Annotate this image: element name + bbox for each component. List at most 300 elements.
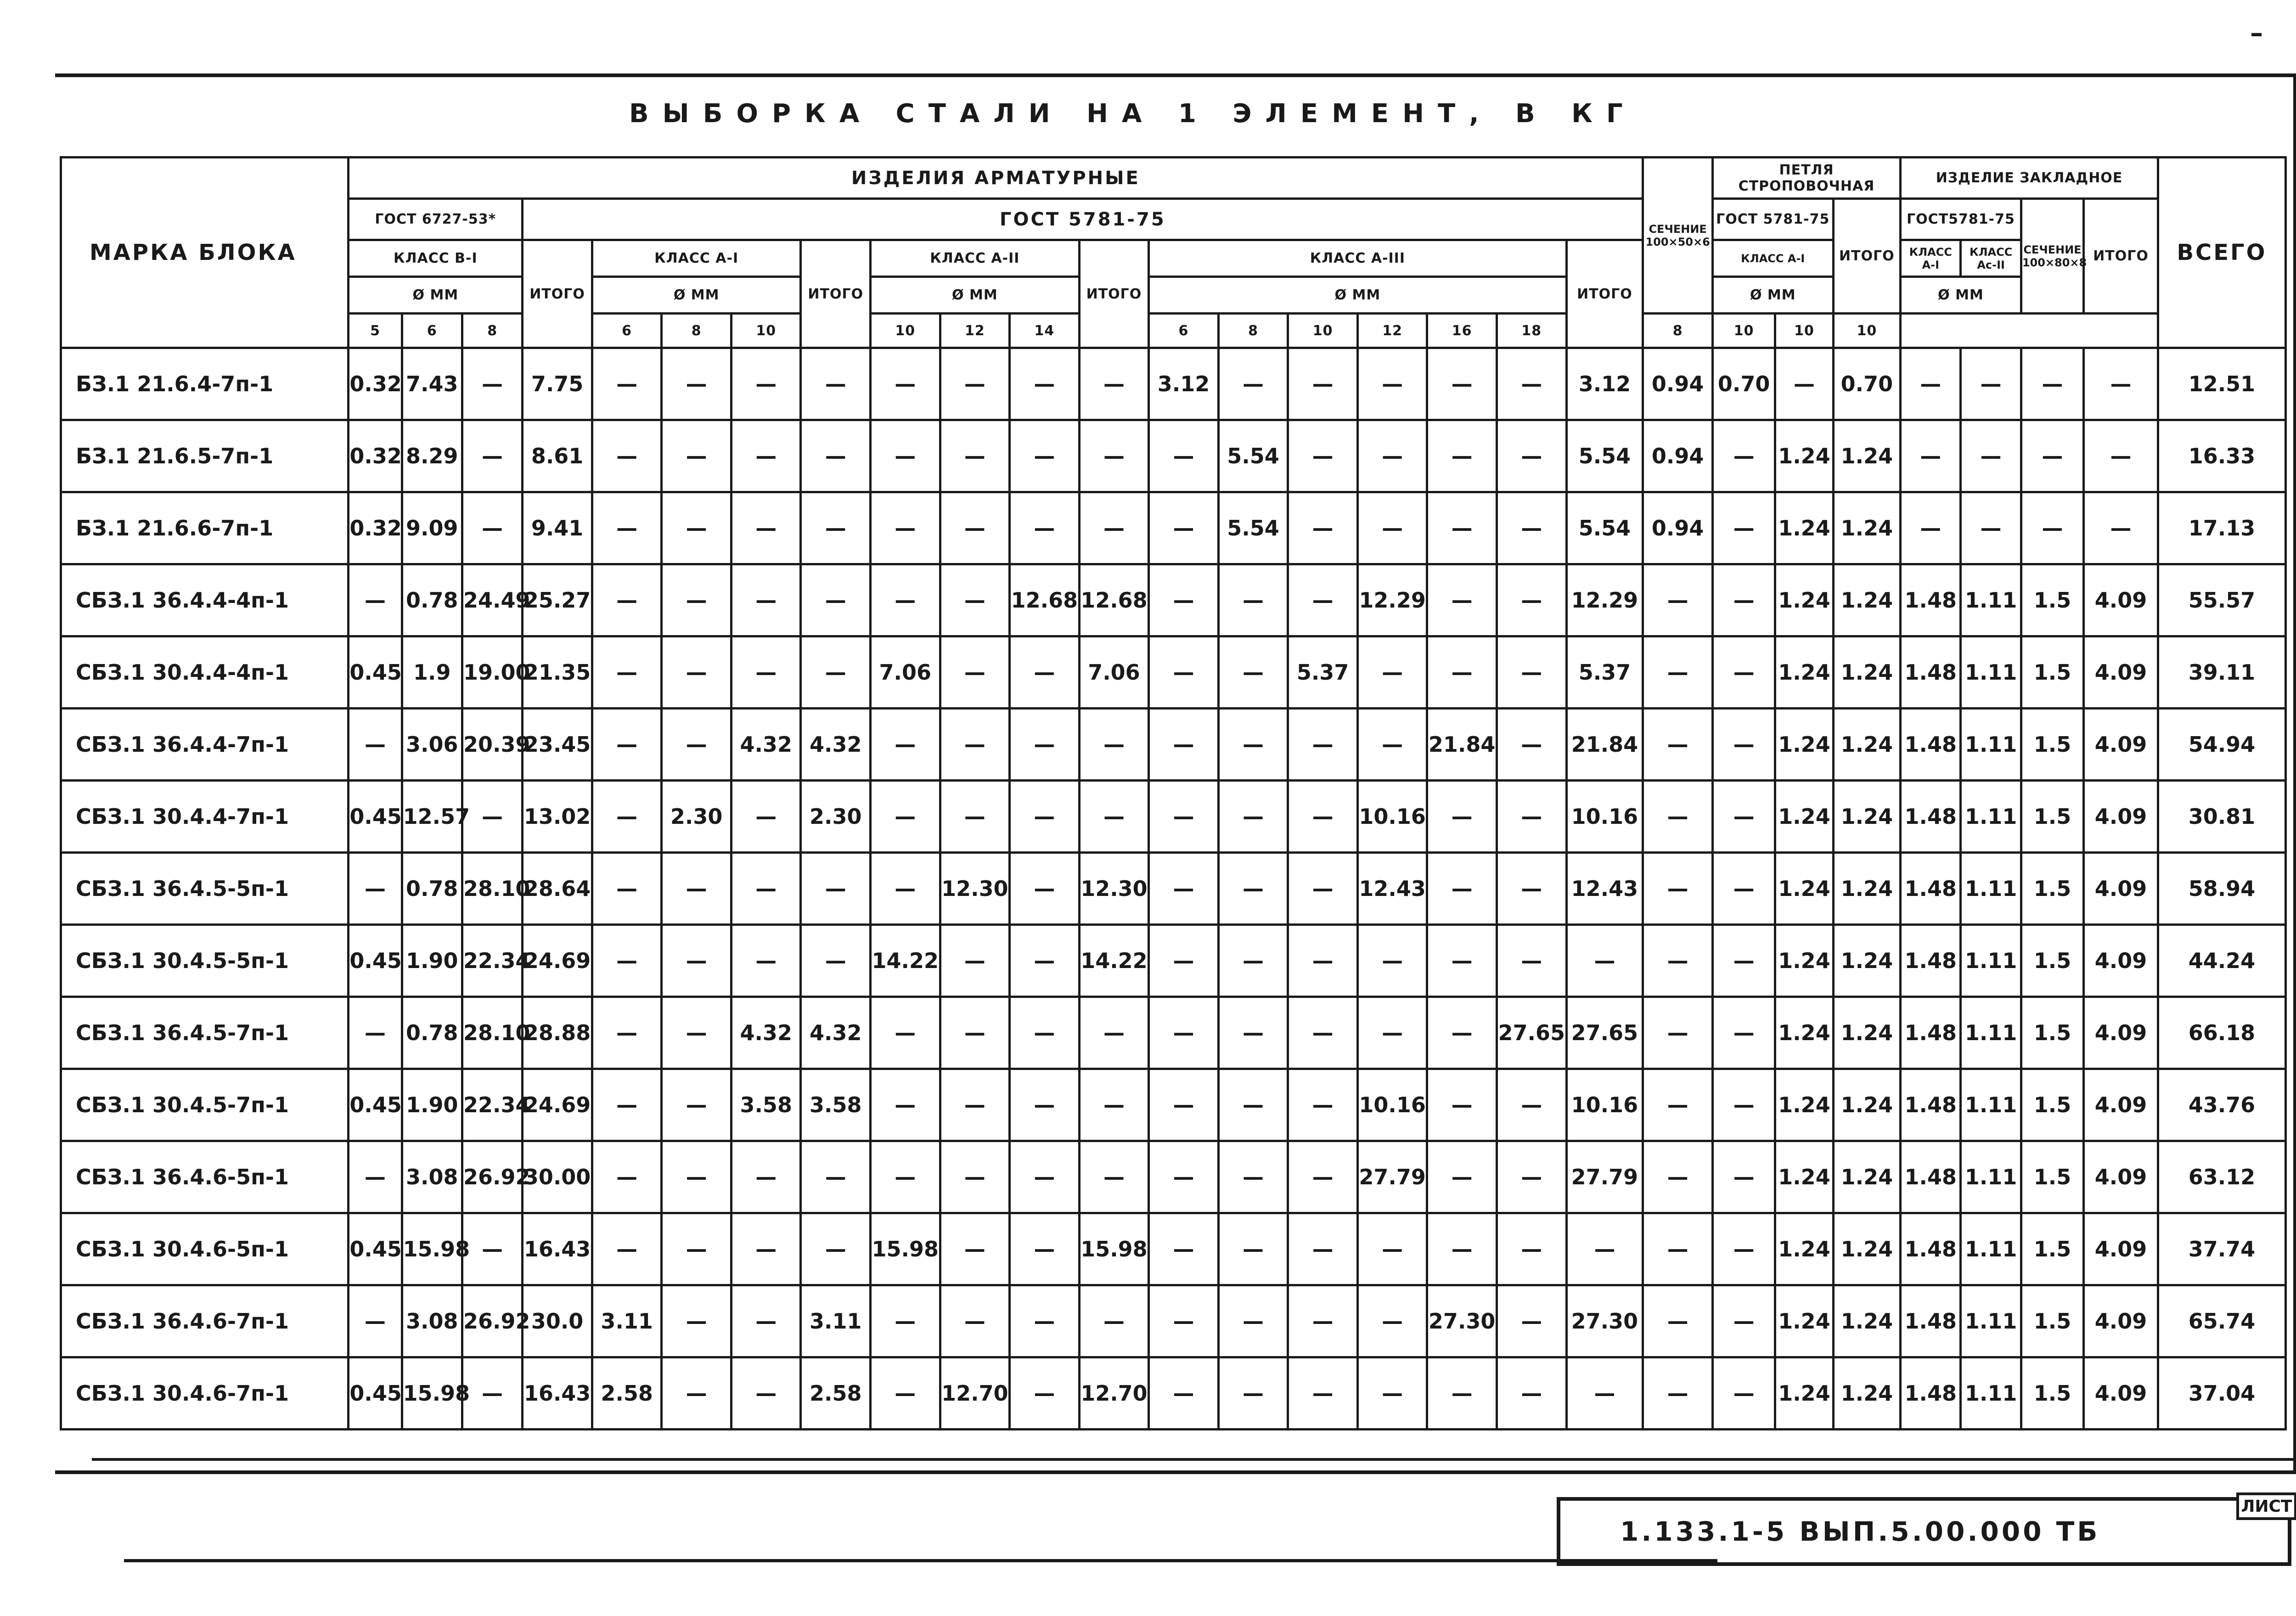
value-cell: — — [1149, 709, 1219, 781]
table-row — [61, 1141, 2286, 1213]
value-cell: — — [1218, 348, 1288, 420]
table-row — [61, 1069, 2286, 1141]
value-cell: — — [592, 492, 662, 564]
value-cell: — — [1357, 1285, 1427, 1357]
value-cell: — — [1712, 1141, 1775, 1213]
value-cell: — — [1218, 1069, 1288, 1141]
value-cell: 1.5 — [2021, 781, 2083, 853]
value-cell: — — [1427, 925, 1497, 997]
value-cell: — — [1961, 348, 2021, 420]
value-cell: — — [462, 781, 522, 853]
value-cell: — — [1427, 997, 1497, 1069]
value-cell: 10.16 — [1566, 781, 1643, 853]
value-cell: 4.09 — [2084, 1213, 2158, 1285]
value-cell: 21.35 — [523, 636, 592, 709]
a1-itogo-header: ИТОГО — [801, 240, 871, 348]
value-cell: 26.92 — [462, 1285, 522, 1357]
value-cell: — — [1357, 997, 1427, 1069]
value-cell: — — [1497, 492, 1566, 564]
value-cell: — — [871, 997, 940, 1069]
value-cell: — — [731, 420, 801, 492]
value-cell: 4.09 — [2084, 636, 2158, 709]
dia-cell: 12 — [940, 314, 1010, 348]
value-cell: — — [1427, 636, 1497, 709]
value-cell: 3.08 — [402, 1141, 462, 1213]
value-cell: — — [871, 1285, 940, 1357]
value-cell: — — [592, 420, 662, 492]
dia-cell: 5 — [349, 314, 402, 348]
value-cell: — — [1079, 997, 1149, 1069]
value-cell: 1.24 — [1775, 492, 1833, 564]
value-cell: 26.92 — [462, 1141, 522, 1213]
value-cell: 0.32 — [349, 348, 402, 420]
value-cell: 1.24 — [1833, 781, 1901, 853]
value-cell: 1.5 — [2021, 564, 2083, 636]
value-cell: — — [1079, 492, 1149, 564]
value-cell: — — [1288, 853, 1358, 925]
value-cell: — — [592, 1141, 662, 1213]
value-cell: — — [1288, 925, 1358, 997]
value-cell: — — [1712, 1285, 1775, 1357]
value-cell: — — [1427, 348, 1497, 420]
value-cell: — — [662, 1357, 732, 1430]
block-mark-cell: СБЗ.1 30.4.6-5п-1 — [61, 1213, 349, 1285]
embedded-group-header: ИЗДЕЛИЕ ЗАКЛАДНОЕ — [1901, 158, 2158, 199]
value-cell: 37.04 — [2158, 1357, 2285, 1430]
value-cell: — — [462, 492, 522, 564]
value-cell: — — [1901, 492, 1961, 564]
value-cell: 1.24 — [1775, 564, 1833, 636]
value-cell: 0.45 — [349, 1069, 402, 1141]
value-cell: 1.11 — [1961, 564, 2021, 636]
value-cell: — — [1288, 781, 1358, 853]
table-row — [61, 348, 2286, 420]
value-cell: 10.16 — [1566, 1069, 1643, 1141]
value-cell: — — [1218, 709, 1288, 781]
value-cell: 1.24 — [1833, 492, 1901, 564]
value-cell: — — [1497, 925, 1566, 997]
value-cell: 16.33 — [2158, 420, 2285, 492]
value-cell: 28.10 — [462, 853, 522, 925]
value-cell: — — [1357, 492, 1427, 564]
value-cell: — — [462, 1357, 522, 1430]
value-cell: — — [731, 1285, 801, 1357]
value-cell: — — [1079, 1285, 1149, 1357]
value-cell: 1.24 — [1833, 1213, 1901, 1285]
block-mark-cell: БЗ.1 21.6.6-7п-1 — [61, 492, 349, 564]
block-mark-cell: СБЗ.1 36.4.6-5п-1 — [61, 1141, 349, 1213]
value-cell: — — [1357, 348, 1427, 420]
value-cell: — — [1149, 1213, 1219, 1285]
table-row — [61, 492, 2286, 564]
block-mark-cell: СБЗ.1 36.4.4-4п-1 — [61, 564, 349, 636]
value-cell: 1.24 — [1833, 1285, 1901, 1357]
value-cell: 0.78 — [402, 564, 462, 636]
value-cell: — — [1010, 1213, 1080, 1285]
value-cell: 1.24 — [1833, 925, 1901, 997]
value-cell: 43.76 — [2158, 1069, 2285, 1141]
value-cell: — — [1218, 1357, 1288, 1430]
a1-dia-header: Ø ММ — [592, 277, 801, 314]
value-cell: — — [349, 853, 402, 925]
value-cell: 1.5 — [2021, 1141, 2083, 1213]
value-cell: — — [1149, 420, 1219, 492]
value-cell: 3.58 — [731, 1069, 801, 1141]
value-cell: 1.48 — [1901, 709, 1961, 781]
value-cell: 1.90 — [402, 925, 462, 997]
value-cell: — — [1149, 1141, 1219, 1213]
value-cell: — — [1010, 1357, 1080, 1430]
value-cell: — — [349, 1141, 402, 1213]
value-cell: — — [1566, 925, 1643, 997]
value-cell: — — [1712, 1357, 1775, 1430]
value-cell: 63.12 — [2158, 1141, 2285, 1213]
value-cell: — — [731, 1213, 801, 1285]
value-cell: — — [1218, 781, 1288, 853]
total-all-header: ВСЕГО — [2158, 158, 2285, 348]
value-cell: 1.24 — [1833, 636, 1901, 709]
value-cell: 0.45 — [349, 781, 402, 853]
value-cell: 54.94 — [2158, 709, 2285, 781]
value-cell: — — [592, 1069, 662, 1141]
value-cell: — — [1010, 1285, 1080, 1357]
value-cell: — — [731, 348, 801, 420]
value-cell: — — [801, 853, 871, 925]
value-cell: 3.11 — [801, 1285, 871, 1357]
value-cell: 1.11 — [1961, 1069, 2021, 1141]
a3-dia-header: Ø ММ — [1149, 277, 1566, 314]
value-cell: — — [940, 1285, 1010, 1357]
value-cell: 1.5 — [2021, 1285, 2083, 1357]
value-cell: — — [1010, 492, 1080, 564]
dia-cell: 8 — [1643, 314, 1713, 348]
value-cell: — — [1149, 1285, 1219, 1357]
value-cell: — — [1218, 997, 1288, 1069]
value-cell: — — [349, 997, 402, 1069]
value-cell: — — [349, 709, 402, 781]
value-cell: — — [1712, 492, 1775, 564]
value-cell: — — [1079, 781, 1149, 853]
value-cell: 1.11 — [1961, 997, 2021, 1069]
table-row — [61, 420, 2286, 492]
value-cell: — — [1149, 1357, 1219, 1430]
value-cell: — — [2021, 420, 2083, 492]
value-cell: 3.58 — [801, 1069, 871, 1141]
value-cell: — — [592, 709, 662, 781]
value-cell: — — [1643, 1213, 1713, 1285]
value-cell: 27.65 — [1497, 997, 1566, 1069]
value-cell: — — [940, 1213, 1010, 1285]
b1-dia-header: Ø ММ — [349, 277, 523, 314]
value-cell: — — [592, 564, 662, 636]
value-cell: — — [1357, 925, 1427, 997]
value-cell: 16.43 — [523, 1357, 592, 1430]
loop-dia-header: Ø ММ — [1712, 277, 1833, 314]
class-b1-header: КЛАСС В-I — [349, 240, 523, 277]
value-cell: 1.48 — [1901, 925, 1961, 997]
value-cell: — — [1427, 1213, 1497, 1285]
value-cell: 2.58 — [801, 1357, 871, 1430]
value-cell: — — [1288, 1213, 1358, 1285]
value-cell: — — [1010, 1141, 1080, 1213]
value-cell: 1.11 — [1961, 636, 2021, 709]
table-row — [61, 1213, 2286, 1285]
value-cell: — — [731, 1357, 801, 1430]
value-cell: 9.09 — [402, 492, 462, 564]
value-cell: — — [1497, 636, 1566, 709]
value-cell: — — [940, 420, 1010, 492]
block-mark-cell: СБЗ.1 30.4.5-7п-1 — [61, 1069, 349, 1141]
value-cell: 1.11 — [1961, 1141, 2021, 1213]
value-cell: 1.48 — [1901, 1213, 1961, 1285]
value-cell: — — [1288, 997, 1358, 1069]
value-cell: 19.00 — [462, 636, 522, 709]
value-cell: — — [1427, 492, 1497, 564]
value-cell: 22.34 — [462, 925, 522, 997]
value-cell: 1.48 — [1901, 1141, 1961, 1213]
value-cell: — — [1712, 709, 1775, 781]
value-cell: — — [1149, 564, 1219, 636]
value-cell: — — [592, 997, 662, 1069]
value-cell: 27.30 — [1427, 1285, 1497, 1357]
value-cell: — — [1497, 1069, 1566, 1141]
value-cell: — — [940, 348, 1010, 420]
value-cell: — — [662, 1069, 732, 1141]
block-mark-cell: БЗ.1 21.6.5-7п-1 — [61, 420, 349, 492]
dia-cell: 16 — [1427, 314, 1497, 348]
value-cell: — — [1901, 348, 1961, 420]
value-cell: — — [1288, 1285, 1358, 1357]
value-cell: 0.78 — [402, 853, 462, 925]
value-cell: 0.94 — [1643, 420, 1713, 492]
value-cell: 12.43 — [1566, 853, 1643, 925]
value-cell: — — [592, 925, 662, 997]
value-cell: — — [871, 492, 940, 564]
dia-cell: 6 — [402, 314, 462, 348]
value-cell: 4.09 — [2084, 1357, 2158, 1430]
value-cell: — — [871, 781, 940, 853]
value-cell: 4.32 — [801, 709, 871, 781]
value-cell: 4.09 — [2084, 564, 2158, 636]
block-mark-cell: СБЗ.1 30.4.6-7п-1 — [61, 1357, 349, 1430]
value-cell: 5.54 — [1566, 492, 1643, 564]
value-cell: — — [1010, 997, 1080, 1069]
value-cell: — — [1357, 1213, 1427, 1285]
value-cell: — — [1643, 1141, 1713, 1213]
dia-cell: 18 — [1497, 314, 1566, 348]
value-cell: — — [662, 853, 732, 925]
value-cell: — — [1010, 709, 1080, 781]
value-cell: — — [1497, 564, 1566, 636]
value-cell: — — [1218, 1141, 1288, 1213]
value-cell: 1.24 — [1833, 564, 1901, 636]
value-cell: 0.32 — [349, 420, 402, 492]
corner-mark: – — [2250, 18, 2263, 48]
value-cell: 15.98 — [402, 1213, 462, 1285]
bottom-mid-rule — [92, 1458, 2296, 1461]
value-cell: 1.24 — [1775, 709, 1833, 781]
value-cell: 0.45 — [349, 1213, 402, 1285]
value-cell: 3.06 — [402, 709, 462, 781]
emb-class-a1-header: КЛАСС А-I — [1901, 240, 1961, 277]
steel-table — [60, 156, 2287, 1430]
value-cell: — — [662, 709, 732, 781]
value-cell: 25.27 — [523, 564, 592, 636]
value-cell: 7.75 — [523, 348, 592, 420]
title-block — [1557, 1497, 2291, 1566]
value-cell: — — [1497, 1141, 1566, 1213]
value-cell: 14.22 — [1079, 925, 1149, 997]
value-cell: — — [1497, 1213, 1566, 1285]
value-cell: — — [801, 348, 871, 420]
value-cell: — — [1643, 636, 1713, 709]
value-cell: — — [1357, 420, 1427, 492]
value-cell: 4.09 — [2084, 1285, 2158, 1357]
value-cell: 1.48 — [1901, 1357, 1961, 1430]
value-cell: — — [871, 348, 940, 420]
value-cell: 5.54 — [1566, 420, 1643, 492]
value-cell: 44.24 — [2158, 925, 2285, 997]
value-cell: — — [1497, 853, 1566, 925]
value-cell: 27.30 — [1566, 1285, 1643, 1357]
value-cell: — — [1010, 925, 1080, 997]
value-cell: — — [662, 1285, 732, 1357]
value-cell: 1.5 — [2021, 853, 2083, 925]
value-cell: 1.11 — [1961, 1213, 2021, 1285]
emb-class-a2-header: КЛАСС Ас-II — [1961, 240, 2021, 277]
value-cell: 0.45 — [349, 925, 402, 997]
value-cell: — — [731, 925, 801, 997]
value-cell: 30.81 — [2158, 781, 2285, 853]
dia-cell: 8 — [1218, 314, 1288, 348]
value-cell: — — [662, 1141, 732, 1213]
value-cell: — — [1712, 1213, 1775, 1285]
loop-gost-header: ГОСТ 5781-75 — [1712, 199, 1833, 240]
value-cell: 0.94 — [1643, 492, 1713, 564]
table-row — [61, 1285, 2286, 1357]
value-cell: 66.18 — [2158, 997, 2285, 1069]
value-cell: — — [1712, 853, 1775, 925]
value-cell: — — [349, 564, 402, 636]
value-cell: — — [940, 925, 1010, 997]
value-cell: — — [592, 1213, 662, 1285]
value-cell: — — [801, 636, 871, 709]
value-cell: — — [871, 1141, 940, 1213]
class-a3-header: КЛАСС А-III — [1149, 240, 1566, 277]
section-header: СЕЧЕНИЕ 100×50×6 — [1643, 158, 1713, 314]
block-mark-cell: СБЗ.1 30.4.5-5п-1 — [61, 925, 349, 997]
value-cell: — — [1643, 564, 1713, 636]
block-mark-cell: СБЗ.1 36.4.5-5п-1 — [61, 853, 349, 925]
value-cell: 1.90 — [402, 1069, 462, 1141]
value-cell: — — [662, 348, 732, 420]
value-cell: — — [592, 853, 662, 925]
value-cell: 1.48 — [1901, 1069, 1961, 1141]
value-cell: 37.74 — [2158, 1213, 2285, 1285]
value-cell: — — [871, 420, 940, 492]
table-row — [61, 636, 2286, 709]
value-cell: 1.24 — [1775, 420, 1833, 492]
value-cell: — — [940, 781, 1010, 853]
value-cell: 12.57 — [402, 781, 462, 853]
value-cell: 1.11 — [1961, 1357, 2021, 1430]
value-cell: — — [1427, 1357, 1497, 1430]
value-cell: 24.69 — [523, 1069, 592, 1141]
value-cell: 1.48 — [1901, 564, 1961, 636]
table-row — [61, 709, 2286, 781]
emb-section-header: СЕЧЕНИЕ 100×80×8 — [2021, 199, 2083, 314]
value-cell: — — [1079, 420, 1149, 492]
value-cell: 4.09 — [2084, 1069, 2158, 1141]
value-cell: 55.57 — [2158, 564, 2285, 636]
value-cell: — — [1775, 348, 1833, 420]
emb-gost-header: ГОСТ5781-75 — [1901, 199, 2021, 240]
value-cell: — — [662, 420, 732, 492]
value-cell: — — [1643, 1285, 1713, 1357]
value-cell: — — [731, 492, 801, 564]
value-cell: — — [1712, 564, 1775, 636]
value-cell: — — [1010, 781, 1080, 853]
bottom-left-rule — [124, 1559, 1717, 1562]
value-cell: 12.29 — [1566, 564, 1643, 636]
value-cell: — — [801, 925, 871, 997]
value-cell: 12.68 — [1079, 564, 1149, 636]
value-cell: 1.48 — [1901, 853, 1961, 925]
value-cell: 1.11 — [1961, 781, 2021, 853]
emb-dia-header: Ø ММ — [1901, 277, 2021, 314]
value-cell: — — [2084, 420, 2158, 492]
value-cell: — — [940, 1069, 1010, 1141]
value-cell: 3.11 — [592, 1285, 662, 1357]
value-cell: 1.48 — [1901, 997, 1961, 1069]
value-cell: — — [801, 1141, 871, 1213]
value-cell: — — [731, 781, 801, 853]
value-cell: 12.68 — [1010, 564, 1080, 636]
class-a1-header: КЛАСС А-I — [592, 240, 801, 277]
dia-cell: 12 — [1357, 314, 1427, 348]
value-cell: — — [1288, 492, 1358, 564]
value-cell: 1.24 — [1833, 853, 1901, 925]
value-cell: 3.12 — [1566, 348, 1643, 420]
page-title: ВЫБОРКА СТАЛИ НА 1 ЭЛЕМЕНТ, В КГ — [629, 99, 1637, 129]
value-cell: 5.54 — [1218, 492, 1288, 564]
value-cell: 13.02 — [523, 781, 592, 853]
dia-cell: 14 — [1010, 314, 1080, 348]
value-cell: — — [871, 853, 940, 925]
value-cell: 15.98 — [402, 1357, 462, 1430]
value-cell: — — [2021, 348, 2083, 420]
gost-6727-header: ГОСТ 6727-53* — [349, 199, 523, 240]
table-row — [61, 564, 2286, 636]
value-cell: — — [1712, 636, 1775, 709]
value-cell: — — [1149, 925, 1219, 997]
value-cell: — — [1357, 636, 1427, 709]
value-cell: — — [1079, 1069, 1149, 1141]
value-cell: — — [1961, 420, 2021, 492]
value-cell: 1.48 — [1901, 781, 1961, 853]
value-cell: — — [592, 781, 662, 853]
value-cell: — — [662, 492, 732, 564]
value-cell: — — [1218, 925, 1288, 997]
value-cell: — — [801, 420, 871, 492]
value-cell: 9.41 — [523, 492, 592, 564]
value-cell: 5.37 — [1288, 636, 1358, 709]
value-cell: 4.09 — [2084, 781, 2158, 853]
value-cell: — — [662, 564, 732, 636]
value-cell: 12.51 — [2158, 348, 2285, 420]
value-cell: — — [662, 636, 732, 709]
value-cell: — — [349, 1285, 402, 1357]
